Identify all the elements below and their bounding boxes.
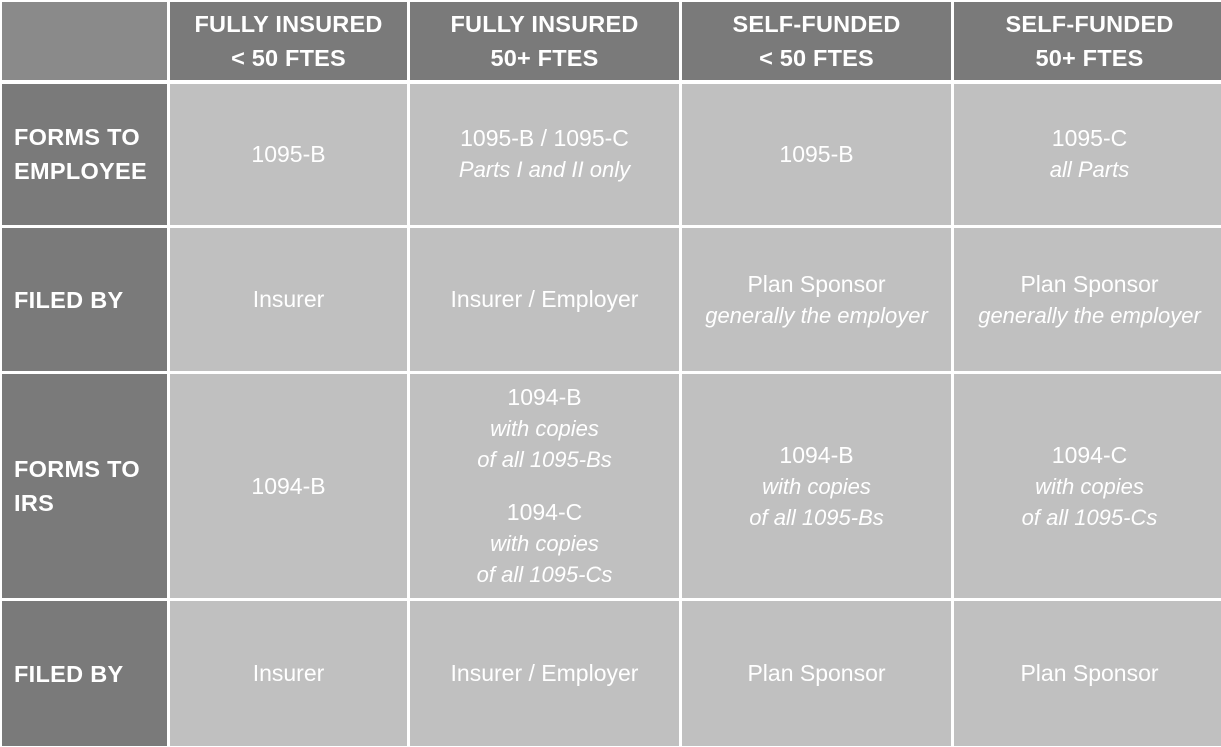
cell-main-text: Insurer / Employer xyxy=(450,286,639,312)
cell-main-text: Plan Sponsor xyxy=(1020,660,1159,686)
column-header-line: 50+ FTES xyxy=(1035,45,1144,71)
row-header-line: FILED BY xyxy=(14,286,124,313)
cell-main-text: Plan Sponsor xyxy=(747,270,886,297)
row-header-line: IRS xyxy=(14,490,55,516)
cell-main-text: 1094-B xyxy=(779,441,854,468)
cell-main-text: 1095-B / 1095-C xyxy=(460,125,629,151)
cell-main-text: Plan Sponsor xyxy=(747,660,886,686)
column-header-line: SELF-FUNDED xyxy=(1005,11,1174,37)
table-cell xyxy=(682,601,951,746)
cell-note-text: of all 1095-Bs xyxy=(749,504,884,530)
cell-main-text: Plan Sponsor xyxy=(1020,270,1159,297)
cell-main-text: 1094-C xyxy=(1051,441,1128,468)
cell-note-text: of all 1095-Cs xyxy=(1021,504,1158,530)
cell-main-text: 1094-B xyxy=(507,384,582,410)
column-header-line: SELF-FUNDED xyxy=(732,11,901,37)
table-cell xyxy=(410,83,679,225)
cell-note-text: with copies xyxy=(762,473,871,499)
cell-note-text: all Parts xyxy=(1049,157,1130,182)
cell-note-text: with copies xyxy=(490,531,599,556)
table-cell xyxy=(170,374,407,598)
table-cell xyxy=(954,601,1221,746)
cell-note-text: of all 1095-Cs xyxy=(476,562,613,587)
cell-main-text: Insurer xyxy=(252,660,325,686)
column-header-self-funded-50-plus xyxy=(954,2,1221,80)
row-header-forms-to-employee xyxy=(2,83,167,225)
row-header-filed-by xyxy=(2,228,167,371)
table-cell xyxy=(410,228,679,371)
row-header-forms-to-irs xyxy=(2,374,167,598)
column-header-line: < 50 FTES xyxy=(231,45,346,71)
cell-main-text: 1095-B xyxy=(251,140,326,167)
table-cell xyxy=(682,374,951,598)
row-header-line: EMPLOYEE xyxy=(14,158,147,184)
table-cell xyxy=(682,228,951,371)
cell-main-text: 1094-C xyxy=(506,499,583,525)
column-header-fully-insured-under-50 xyxy=(170,2,407,80)
cell-note-text: generally the employer xyxy=(978,302,1201,328)
cell-main-text: 1095-B xyxy=(779,140,854,167)
corner-cell xyxy=(2,2,167,80)
column-header-line: FULLY INSURED xyxy=(450,11,639,37)
column-header-line: 50+ FTES xyxy=(490,45,599,71)
column-header-line: FULLY INSURED xyxy=(194,11,383,37)
row-header-filed-by-irs xyxy=(2,601,167,746)
column-header-line: < 50 FTES xyxy=(759,45,874,71)
table-cell xyxy=(170,228,407,371)
table-cell xyxy=(170,601,407,746)
cell-note-text: Parts I and II only xyxy=(458,157,631,182)
cell-note-text: with copies xyxy=(490,416,599,441)
row-header-line: FORMS TO xyxy=(14,124,140,150)
cell-main-text: 1094-B xyxy=(251,472,326,499)
row-header-line: FORMS TO xyxy=(14,456,140,482)
cell-main-text: 1095-C xyxy=(1051,125,1128,151)
row-header-line: FILED BY xyxy=(14,660,124,687)
table-cell xyxy=(410,601,679,746)
table-cell xyxy=(682,83,951,225)
table-cell xyxy=(954,374,1221,598)
table-cell xyxy=(954,228,1221,371)
table-cell xyxy=(954,83,1221,225)
cell-note-text: generally the employer xyxy=(705,302,928,328)
cell-note-text: of all 1095-Bs xyxy=(477,447,612,472)
cell-main-text: Insurer / Employer xyxy=(450,660,639,686)
column-header-self-funded-under-50 xyxy=(682,2,951,80)
column-header-fully-insured-50-plus xyxy=(410,2,679,80)
cell-main-text: Insurer xyxy=(252,286,325,312)
table-cell xyxy=(410,374,679,598)
cell-note-text: with copies xyxy=(1035,473,1144,499)
table-cell xyxy=(170,83,407,225)
